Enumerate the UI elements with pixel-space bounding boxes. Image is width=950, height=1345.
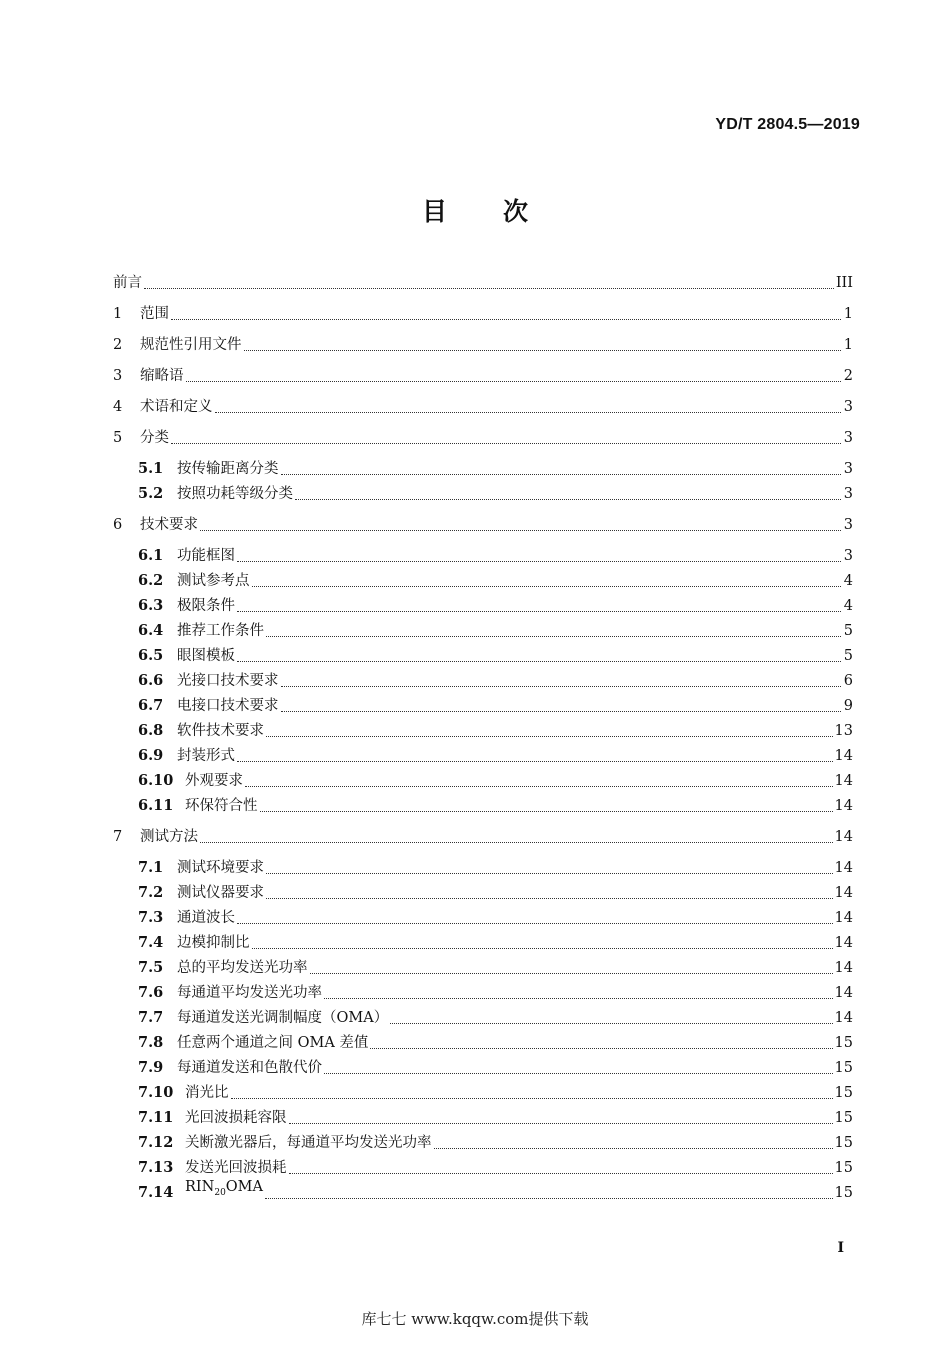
toc-leader-dots	[171, 421, 841, 444]
toc-entry-label-text: 边模抑制比	[177, 935, 250, 951]
toc-entry-page: 15	[834, 1185, 853, 1201]
toc-entry-number: 7.5	[138, 959, 164, 976]
toc-entry-page: 3	[843, 430, 853, 446]
toc-entry-label-text: 关断激光器后，每通道平均发送光功率	[185, 1135, 432, 1151]
toc-entry-label-text: 光回波损耗容限	[185, 1110, 287, 1126]
toc-entry-number: 5.1	[138, 460, 164, 477]
toc-leader-dots	[324, 976, 833, 999]
toc-entry-page: 1	[843, 306, 853, 322]
toc-entry-label-text: 推荐工作条件	[177, 623, 264, 639]
toc-entry-number: 6	[113, 517, 123, 533]
toc-entry-number: 7.14	[138, 1184, 174, 1201]
toc-entry-page: 3	[843, 548, 853, 564]
toc-entry-label-text: 消光比	[185, 1085, 229, 1101]
toc-entry[interactable]	[113, 514, 853, 536]
toc-entry-label	[177, 957, 308, 979]
toc-leader-dots	[200, 820, 833, 843]
toc-leader-dots	[186, 359, 842, 382]
toc-entry-page: 4	[843, 598, 853, 614]
toc-entry-page: 14	[834, 935, 853, 951]
toc-entry-page: 5	[843, 623, 853, 639]
toc-entry-number: 6.9	[138, 747, 164, 764]
toc-leader-dots	[390, 1001, 832, 1024]
toc-leader-dots	[289, 1151, 833, 1174]
toc-leader-dots	[237, 901, 833, 924]
toc-entry-number: 7.4	[138, 934, 164, 951]
toc-entry-number: 5.2	[138, 485, 164, 502]
toc-entry-number: 5	[113, 430, 123, 446]
page-number: I	[837, 1240, 844, 1256]
toc-leader-dots	[237, 539, 841, 562]
toc-entry-label-text: 测试环境要求	[177, 860, 264, 876]
toc-entry-label-text: 前言	[113, 275, 142, 291]
toc-entry-label-text: 光接口技术要求	[177, 673, 279, 689]
toc-entry-label-text: 分类	[140, 430, 169, 446]
toc-entry[interactable]	[113, 365, 853, 387]
toc-entry-page: 15	[834, 1110, 853, 1126]
toc-entry-number: 7.11	[138, 1109, 174, 1126]
toc-entry-label	[140, 826, 198, 848]
toc-leader-dots	[434, 1126, 833, 1149]
toc-entry-page: 14	[834, 1010, 853, 1026]
toc-entry-number: 6.6	[138, 672, 164, 689]
toc-entry-page: 14	[834, 910, 853, 926]
toc-entry-page: 14	[834, 960, 853, 976]
toc-leader-dots	[281, 452, 842, 475]
toc-entry-page: 3	[843, 399, 853, 415]
toc-entry-label-text: 软件技术要求	[177, 723, 264, 739]
title-char-1: 目	[421, 197, 447, 226]
toc-entry-label	[177, 932, 250, 954]
title-char-2: 次	[503, 197, 529, 226]
toc-leader-dots	[231, 1076, 833, 1099]
toc-entry-label	[113, 272, 142, 294]
toc-entry-number: 2	[113, 337, 123, 353]
toc-entry-label-text: 每通道发送光调制幅度（OMA）	[177, 1010, 389, 1026]
toc-leader-dots	[252, 564, 842, 587]
toc-entry-number: 6.7	[138, 697, 164, 714]
toc-leader-dots	[281, 689, 842, 712]
toc-entry-number: 1	[113, 306, 123, 322]
toc-entry-label	[177, 545, 235, 567]
toc-entry-label	[177, 695, 279, 717]
toc-entry-label	[185, 770, 243, 792]
toc-entry-label	[140, 334, 242, 356]
toc-entry-label-text: RIN	[185, 1179, 215, 1196]
toc-entry-page: 15	[834, 1035, 853, 1051]
toc-entry-label	[185, 795, 258, 817]
toc-entry-label	[177, 483, 293, 505]
toc-entry-number: 7.7	[138, 1009, 164, 1026]
toc-entry-label-text: 按照功耗等级分类	[177, 486, 293, 502]
toc-entry[interactable]	[138, 483, 853, 505]
page-title	[0, 192, 950, 228]
toc-entry-label	[177, 907, 235, 929]
toc-entry-page: 14	[834, 829, 853, 845]
toc-entry-label-suffix: OMA	[225, 1179, 264, 1196]
toc-entry-page: 15	[834, 1085, 853, 1101]
toc-entry-label	[140, 514, 198, 536]
toc-entry-number: 7.13	[138, 1159, 174, 1176]
toc-leader-dots	[245, 764, 833, 787]
toc-entry-label	[177, 857, 264, 879]
toc-entry-number: 7.2	[138, 884, 164, 901]
toc-entry-label	[177, 595, 235, 617]
toc-entry-label-text: 环保符合性	[185, 798, 258, 814]
toc-entry-label	[140, 303, 169, 325]
toc-leader-dots	[237, 739, 833, 762]
toc-entry-number: 6.10	[138, 772, 174, 789]
toc-leader-dots	[252, 926, 833, 949]
toc-leader-dots	[370, 1026, 832, 1049]
toc-entry-label-text: 测试方法	[140, 829, 198, 845]
toc-entry-label-text: 按传输距离分类	[177, 461, 279, 477]
toc-entry-number: 6.2	[138, 572, 164, 589]
toc-leader-dots	[237, 639, 841, 662]
toc-entry[interactable]	[113, 396, 853, 418]
toc-entry-page: 14	[834, 860, 853, 876]
toc-entry-page: 14	[834, 798, 853, 814]
toc-leader-dots	[244, 328, 842, 351]
toc-entry-number: 7	[113, 829, 123, 845]
toc-entry-label-text: 总的平均发送光功率	[177, 960, 308, 976]
toc-leader-dots	[260, 789, 833, 812]
toc-leader-dots	[310, 951, 833, 974]
toc-entry-label	[177, 645, 235, 667]
toc-entry-page: 9	[843, 698, 853, 714]
toc-leader-dots	[295, 477, 841, 500]
toc-entry-label	[185, 1107, 287, 1129]
toc-entry-page: 2	[843, 368, 853, 384]
toc-entry-number: 7.9	[138, 1059, 164, 1076]
toc-leader-dots	[237, 589, 841, 612]
toc-entry[interactable]	[113, 334, 853, 356]
toc-entry-label	[140, 427, 169, 449]
toc-leader-dots	[265, 1176, 833, 1199]
standard-code: YD/T 2804.5—2019	[715, 116, 860, 133]
toc-entry-number: 3	[113, 368, 123, 384]
toc-entry-page: 4	[843, 573, 853, 589]
toc-entry-number: 7.1	[138, 859, 164, 876]
toc-entry-label-text: 每通道发送和色散代价	[177, 1060, 322, 1076]
toc-entry-number: 6.4	[138, 622, 164, 639]
toc-entry-number: 7.12	[138, 1134, 174, 1151]
toc-entry-label-text: 眼图模板	[177, 648, 235, 664]
toc-entry-label-text: 封装形式	[177, 748, 235, 764]
toc-entry-number: 6.8	[138, 722, 164, 739]
toc-leader-dots	[281, 664, 842, 687]
toc-leader-dots	[266, 614, 841, 637]
toc-entry-label	[140, 365, 184, 387]
toc-entry-page: 3	[843, 517, 853, 533]
toc-entry-page: 14	[834, 885, 853, 901]
toc-leader-dots	[324, 1051, 833, 1074]
toc-entry-number: 6.11	[138, 797, 174, 814]
toc-entry-label-text: 测试仪器要求	[177, 885, 264, 901]
toc-entry-page: III	[835, 275, 853, 291]
toc-entry[interactable]	[113, 272, 853, 294]
toc-entry-page: 15	[834, 1160, 853, 1176]
toc-entry-label	[177, 982, 322, 1004]
toc-entry-label	[177, 745, 235, 767]
toc-entry-page: 14	[834, 773, 853, 789]
toc-entry[interactable]	[113, 826, 853, 848]
toc-entry-page: 14	[834, 748, 853, 764]
toc-entry-number: 7.10	[138, 1084, 174, 1101]
toc-entry-label	[177, 458, 279, 480]
toc-entry-page: 15	[834, 1060, 853, 1076]
toc-entry-label-text: 电接口技术要求	[177, 698, 279, 714]
toc-leader-dots	[289, 1101, 833, 1124]
toc-entry-label-text: 术语和定义	[140, 399, 213, 415]
toc-entry-page: 3	[843, 461, 853, 477]
toc-entry-label-text: 任意两个通道之间 OMA 差值	[177, 1035, 369, 1051]
download-watermark: 库七七 www.kqqw.com提供下载	[361, 1310, 589, 1328]
toc-entry-label-text: 通道波长	[177, 910, 235, 926]
toc-entry[interactable]	[113, 427, 853, 449]
toc-entry-page: 6	[843, 673, 853, 689]
toc-leader-dots	[266, 876, 833, 899]
toc-entry-number: 6.3	[138, 597, 164, 614]
toc-entry-label-text: 极限条件	[177, 598, 235, 614]
toc-entry-label	[185, 1082, 229, 1104]
toc-entry-page: 5	[843, 648, 853, 664]
toc-entry-label	[177, 670, 279, 692]
toc-entry-label-text: 每通道平均发送光功率	[177, 985, 322, 1001]
toc-entry-page: 15	[834, 1135, 853, 1151]
toc-entry-label-text: 功能框图	[177, 548, 235, 564]
toc-entry-page: 1	[843, 337, 853, 353]
toc-entry[interactable]	[138, 795, 853, 817]
toc-leader-dots	[266, 851, 833, 874]
toc-entry-number: 6.5	[138, 647, 164, 664]
toc-entry-label	[177, 1007, 388, 1029]
toc-leader-dots	[266, 714, 833, 737]
toc-entry-page: 3	[843, 486, 853, 502]
toc-entry-label-subscript: 20	[214, 1188, 226, 1198]
toc-entry-label-text: 缩略语	[140, 368, 184, 384]
toc-entry-label-text: 外观要求	[185, 773, 243, 789]
toc-entry-label-text: 范围	[140, 306, 169, 322]
toc-entry-label	[140, 396, 213, 418]
toc-leader-dots	[144, 266, 834, 289]
toc-entry-number: 6.1	[138, 547, 164, 564]
toc-entry-number: 7.6	[138, 984, 164, 1001]
toc-entry-number: 7.8	[138, 1034, 164, 1051]
toc-leader-dots	[200, 508, 841, 531]
toc-entry-label	[185, 1176, 263, 1204]
toc-entry[interactable]	[113, 303, 853, 325]
toc-entry-label-text: 技术要求	[140, 517, 198, 533]
toc-entry-label-text: 发送光回波损耗	[185, 1160, 287, 1176]
toc-entry-label-text: 测试参考点	[177, 573, 250, 589]
toc-entry-page: 13	[834, 723, 853, 739]
toc-entry-page: 14	[834, 985, 853, 1001]
toc-entry[interactable]	[138, 1179, 853, 1204]
toc-leader-dots	[171, 297, 841, 320]
toc-entry-number: 4	[113, 399, 123, 415]
toc-entry-number: 7.3	[138, 909, 164, 926]
toc-leader-dots	[215, 390, 842, 413]
toc-entry-label-text: 规范性引用文件	[140, 337, 242, 353]
